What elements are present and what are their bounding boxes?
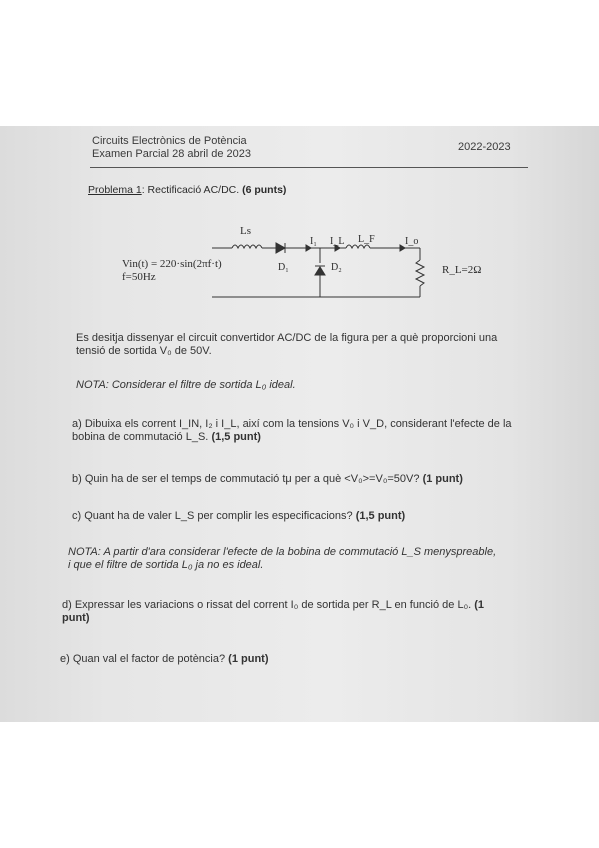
intro-line-2: tensió de sortida V₀ de 50V. (76, 345, 212, 357)
diode-d2 (315, 267, 325, 275)
question-d-points-2: punt) (62, 612, 90, 624)
label-io: I_o (405, 236, 419, 247)
exam-sheet (0, 126, 599, 722)
intro-line-1: Es desitja dissenyar el circuit convertidor AC/DC de la figura per a què proporcioni una (76, 332, 498, 344)
circuit-diagram (0, 126, 599, 326)
problem-points: (6 punts) (242, 184, 287, 196)
note-ideal-filter: NOTA: Considerar el filtre de sortida L₀ ideal. (76, 379, 296, 391)
question-e-text: e) Quan val el factor de potència? (60, 653, 226, 665)
inductor-lf (346, 245, 370, 248)
question-a-text-2: bobina de commutació L_S. (72, 431, 209, 443)
problem-title-rest: : Rectificació AC/DC. (141, 184, 240, 196)
question-e (60, 653, 269, 666)
question-b-points: (1 punt) (422, 473, 463, 485)
question-e-points: (1 punt) (228, 653, 269, 665)
label-frequency: f=50Hz (122, 271, 156, 283)
question-a-text: Dibuixa els corrent I_IN, I₂ i I_L, així com la tensions V₀ i V_D, considerant l'efecte de la (84, 418, 512, 430)
academic-year: 2022-2023 (458, 141, 511, 153)
exam-date: Examen Parcial 28 abril de 2023 (92, 148, 251, 160)
question-d-line-1 (62, 599, 484, 612)
question-a-points: (1,5 punt) (211, 431, 261, 443)
label-ls: Ls (240, 225, 251, 237)
note-2-line-1: NOTA: A partir d'ara considerar l'efecte de la bobina de commutació L_S menyspreable, (68, 546, 497, 558)
question-a-label: a) (72, 418, 82, 430)
label-rl: R_L=2Ω (442, 264, 482, 276)
course-title: Circuits Electrònics de Potència (92, 135, 247, 147)
question-c-text: c) Quant ha de valer L_S per complir les especificacions? (72, 510, 353, 522)
question-b (72, 473, 463, 486)
label-il: I_L (330, 236, 345, 247)
problem-label: Problema 1 (88, 184, 142, 196)
label-lf: L_F (358, 234, 375, 245)
question-d-text: d) Expressar les variacions o rissat del corrent I₀ de sortida per R_L en funció de L₀. (62, 599, 472, 611)
resistor-rl (416, 260, 424, 286)
question-a-line-1 (72, 418, 512, 431)
inductor-ls (232, 245, 262, 248)
label-d2: D₂ (331, 262, 342, 273)
question-b-text: b) Quin ha de ser el temps de commutació tμ per a què <V₀>=V₀=50V? (72, 473, 420, 485)
question-a-line-2 (72, 431, 261, 444)
question-c (72, 510, 405, 523)
label-i1: I₁ (310, 236, 317, 247)
question-d-points-1: (1 (474, 599, 485, 611)
label-vin: Vin(t) = 220·sin(2πf·t) (122, 258, 222, 270)
question-c-points: (1,5 punt) (355, 510, 406, 522)
note-2-line-2: i que el filtre de sortida L₀ ja no es ideal. (68, 559, 264, 571)
label-d1: D₁ (278, 262, 289, 273)
diode-d1 (276, 243, 285, 253)
